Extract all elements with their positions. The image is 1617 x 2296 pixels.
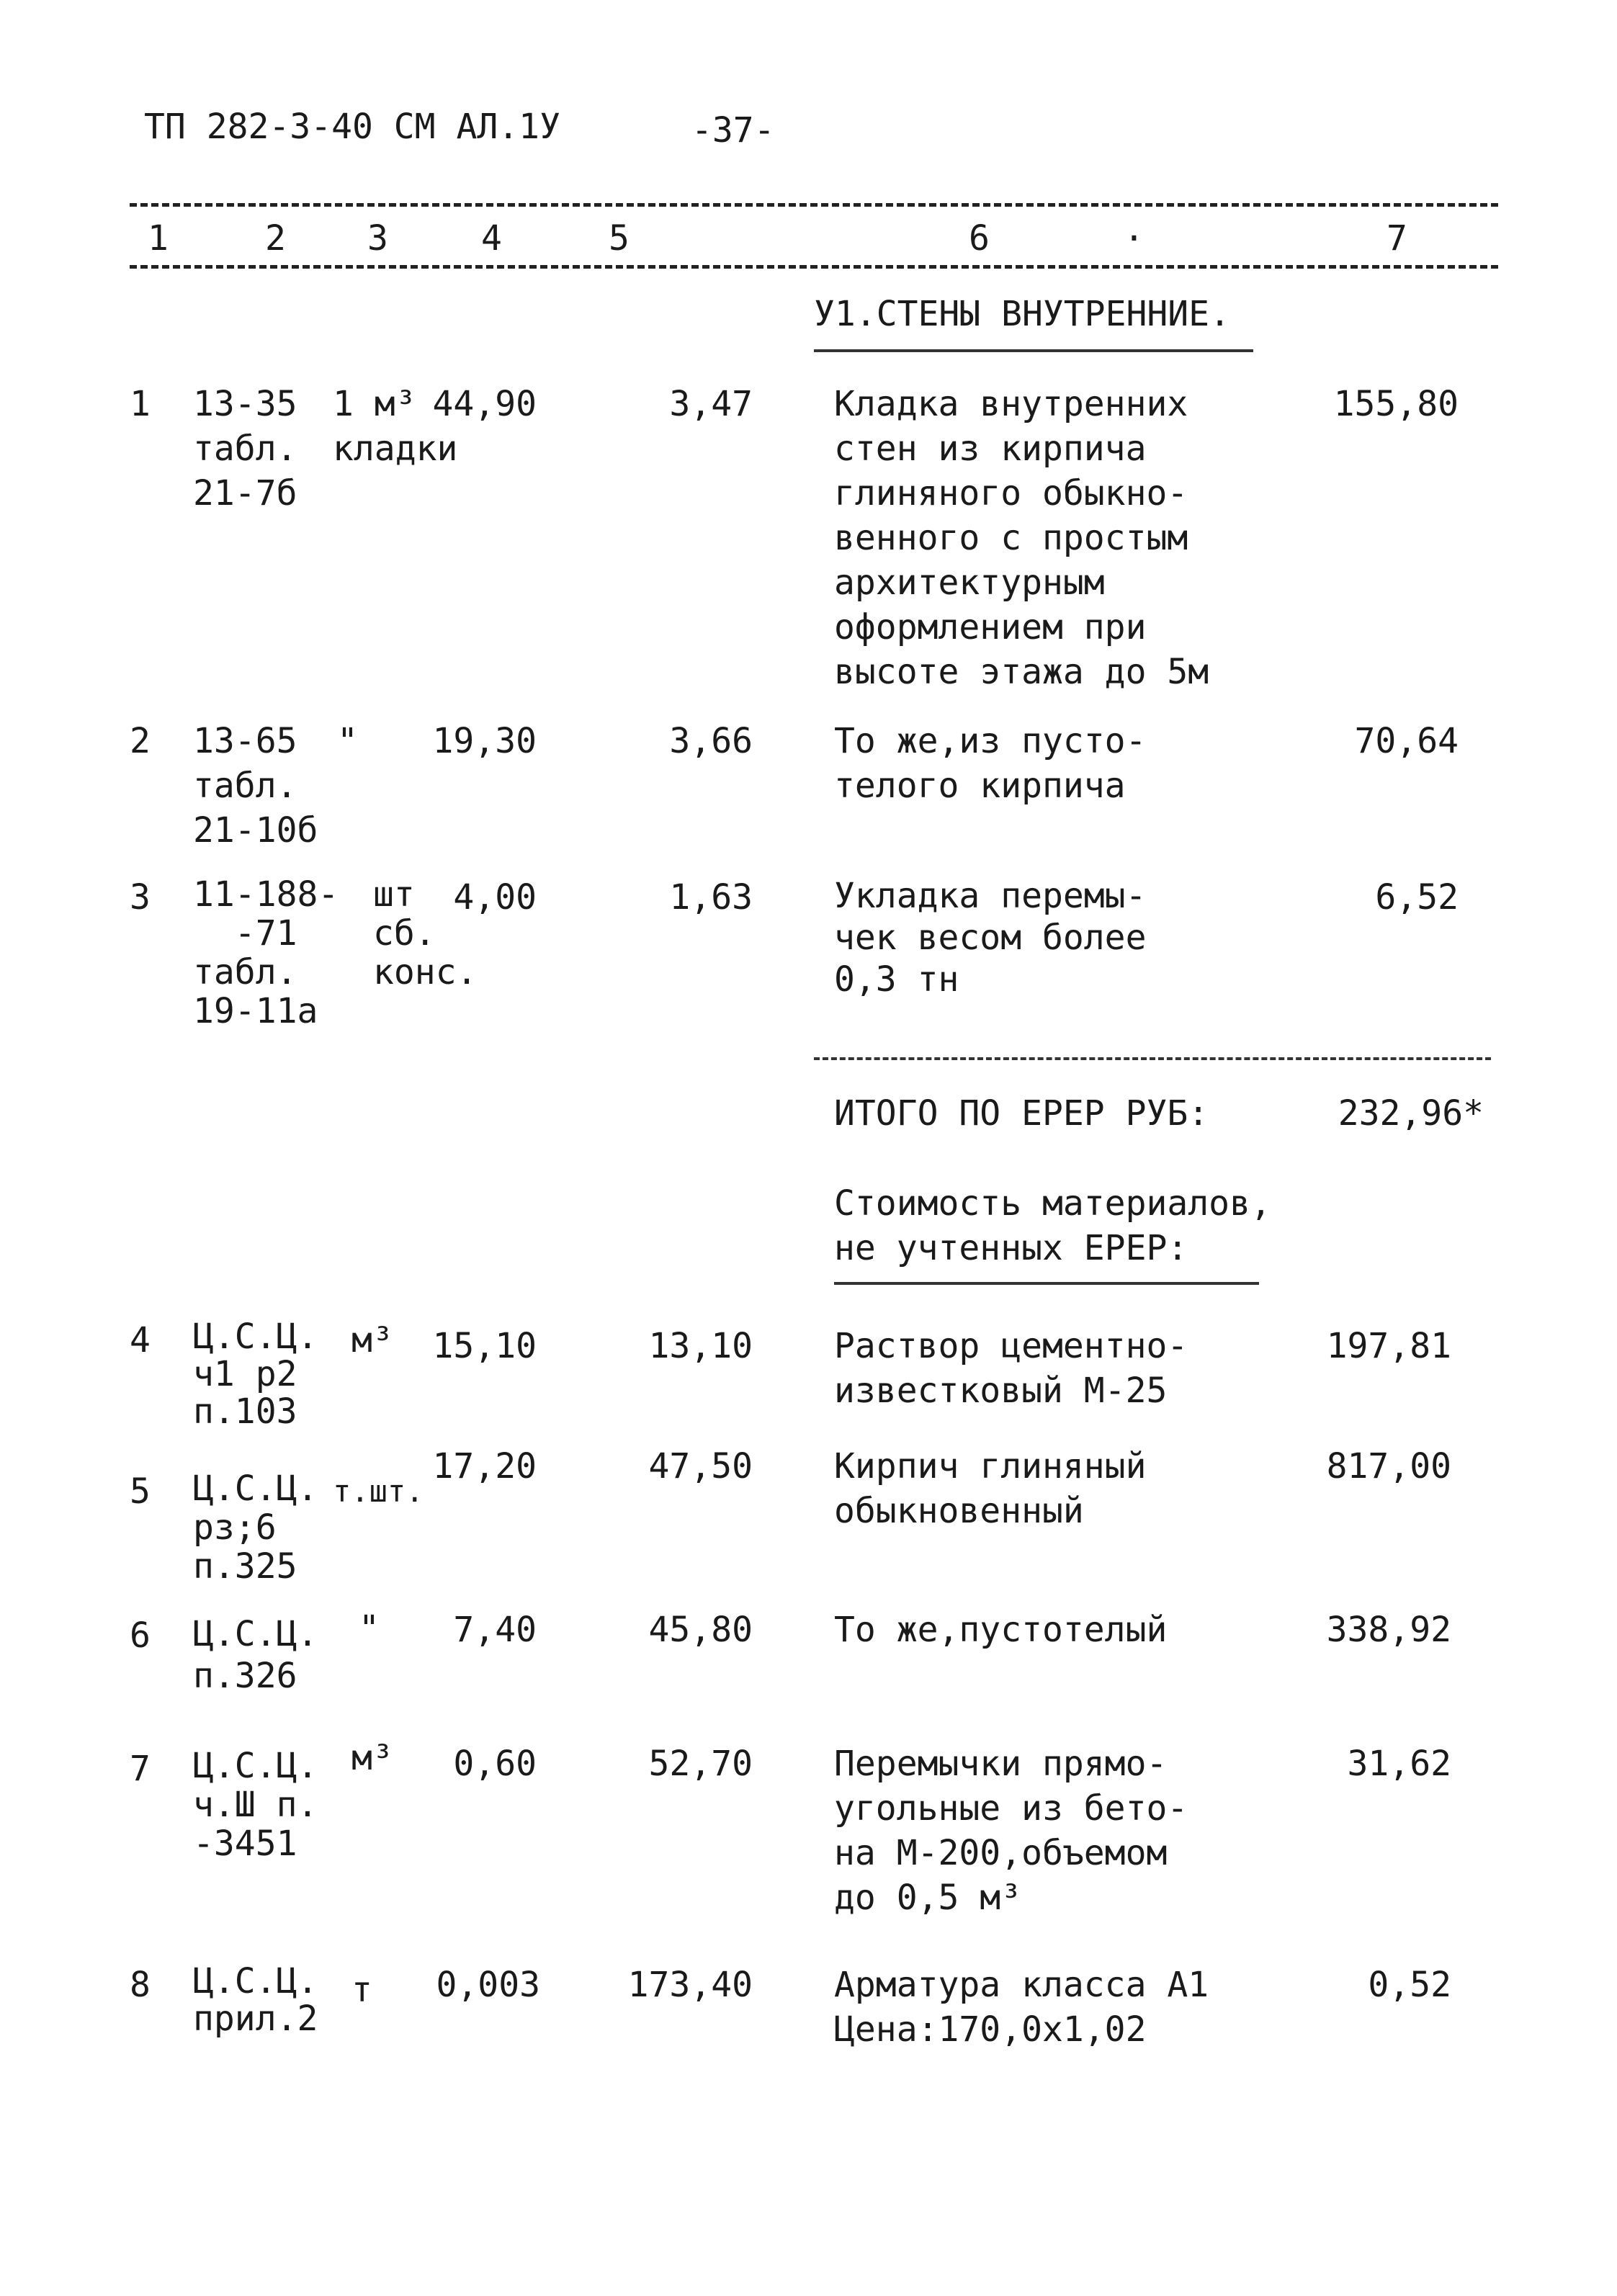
row-4-unit: м³ [351, 1320, 393, 1360]
row-6-code: Ц.С.Ц. п.326 [193, 1614, 318, 1696]
row-5-unit: т.шт. [333, 1474, 424, 1509]
row-2-code: 13-65 табл. 21-10б [193, 721, 318, 851]
column-number-5: 5 [609, 218, 630, 259]
row-6-number: 6 [130, 1615, 151, 1656]
row-1-quantity: 44,90 [432, 384, 537, 424]
row-4-number: 4 [130, 1320, 151, 1360]
page-number: -37- [691, 110, 775, 151]
row-3-number: 3 [130, 877, 151, 918]
row-4-quantity: 15,10 [432, 1326, 537, 1366]
row-2-total: 70,64 [1354, 721, 1459, 761]
row-5-description: Кирпич глиняный обыкновенный [834, 1446, 1147, 1531]
row-6-total: 338,92 [1326, 1610, 1451, 1650]
header-bottom-dashed-rule [130, 265, 1498, 269]
row-3-code: 11-188- -71 табл. 19-11а [193, 874, 339, 1031]
row-3-unit-price: 1,63 [669, 877, 753, 918]
row-1-description: Кладка внутренних стен из кирпича глиняного обыкно- венного с простым архитектурным оформлением при высоте этажа до 5м [834, 384, 1209, 692]
row-4-total: 197,81 [1326, 1326, 1451, 1366]
row-6-quantity: 7,40 [453, 1610, 537, 1650]
row-3-quantity: 4,00 [453, 877, 537, 918]
row-6-unit-ditto: " [359, 1608, 380, 1649]
row-6-unit-price: 45,80 [648, 1610, 753, 1650]
header-top-dashed-rule [130, 203, 1498, 207]
row-8-total: 0,52 [1368, 1965, 1451, 2005]
row-2-quantity: 19,30 [432, 721, 537, 761]
subtotal-rule [814, 1057, 1491, 1060]
section-title-underline [814, 349, 1253, 352]
section-title: У1.СТЕНЫ ВНУТРЕННИЕ. [814, 294, 1230, 334]
row-4-unit-price: 13,10 [648, 1326, 753, 1366]
column-number-7: 7 [1387, 218, 1407, 259]
column-number-1: 1 [148, 218, 169, 259]
row-2-number: 2 [130, 721, 151, 761]
materials-heading-underline [834, 1282, 1259, 1285]
row-8-unit-price: 173,40 [627, 1965, 753, 2005]
row-1-unit-price: 3,47 [669, 384, 753, 424]
row-7-quantity: 0,60 [453, 1744, 537, 1784]
row-2-unit-price: 3,66 [669, 721, 753, 761]
row-5-number: 5 [130, 1471, 151, 1512]
column-number-3: 3 [367, 218, 388, 259]
row-4-code: Ц.С.Ц. ч1 р2 п.103 [193, 1317, 318, 1432]
row-1-code: 13-35 табл. 21-7б [193, 384, 297, 514]
subtotal-value: 232,96* [1338, 1093, 1484, 1134]
row-7-number: 7 [130, 1749, 151, 1789]
row-7-unit-price: 52,70 [648, 1744, 753, 1784]
row-7-unit: м³ [351, 1738, 393, 1778]
row-5-total: 817,00 [1326, 1446, 1451, 1486]
row-7-total: 31,62 [1347, 1744, 1451, 1784]
column-number-6: 6 [969, 218, 990, 259]
row-1-total: 155,80 [1333, 384, 1459, 424]
row-6-description: То же,пустотелый [834, 1610, 1168, 1650]
row-3-description: Укладка перемы- чек весом более 0,3 тн [834, 876, 1147, 1000]
row-3-total: 6,52 [1375, 877, 1459, 918]
row-2-description: То же,из пусто- телого кирпича [834, 721, 1147, 806]
row-8-unit: т [351, 1970, 372, 2010]
row-8-code: Ц.С.Ц. прил.2 [193, 1961, 318, 2039]
row-8-number: 8 [130, 1965, 151, 2005]
subtotal-label: ИТОГО ПО ЕРЕР РУБ: [834, 1093, 1209, 1134]
row-8-quantity: 0,003 [436, 1965, 540, 2005]
column-number-4: 4 [481, 218, 502, 259]
row-1-number: 1 [130, 384, 151, 424]
row-2-unit-ditto: " [337, 721, 358, 761]
row-5-unit-price: 47,50 [648, 1446, 753, 1486]
row-7-description: Перемычки прямо- угольные из бето- на М-200,объемом до 0,5 м³ [834, 1744, 1188, 1918]
row-5-quantity: 17,20 [432, 1446, 537, 1486]
column-number-2: 2 [265, 218, 286, 259]
row-8-description: Арматура класса А1 Цена:170,0х1,02 [834, 1965, 1209, 2050]
row-5-code: Ц.С.Ц. рз;6 п.325 [193, 1468, 318, 1587]
row-4-description: Раствор цементно- известковый М-25 [834, 1326, 1188, 1411]
document-code: ТП 282-3-40 СМ АЛ.1У [144, 107, 560, 147]
materials-heading: Стоимость материалов, не учтенных ЕРЕР: [834, 1183, 1271, 1268]
row-1-unit: 1 м³ кладки [333, 384, 458, 469]
column-dot-mark: · [1124, 218, 1145, 259]
row-7-code: Ц.С.Ц. ч.Ш п. -3451 [193, 1746, 318, 1864]
row-3-unit: шт сб. конс. [373, 874, 478, 992]
